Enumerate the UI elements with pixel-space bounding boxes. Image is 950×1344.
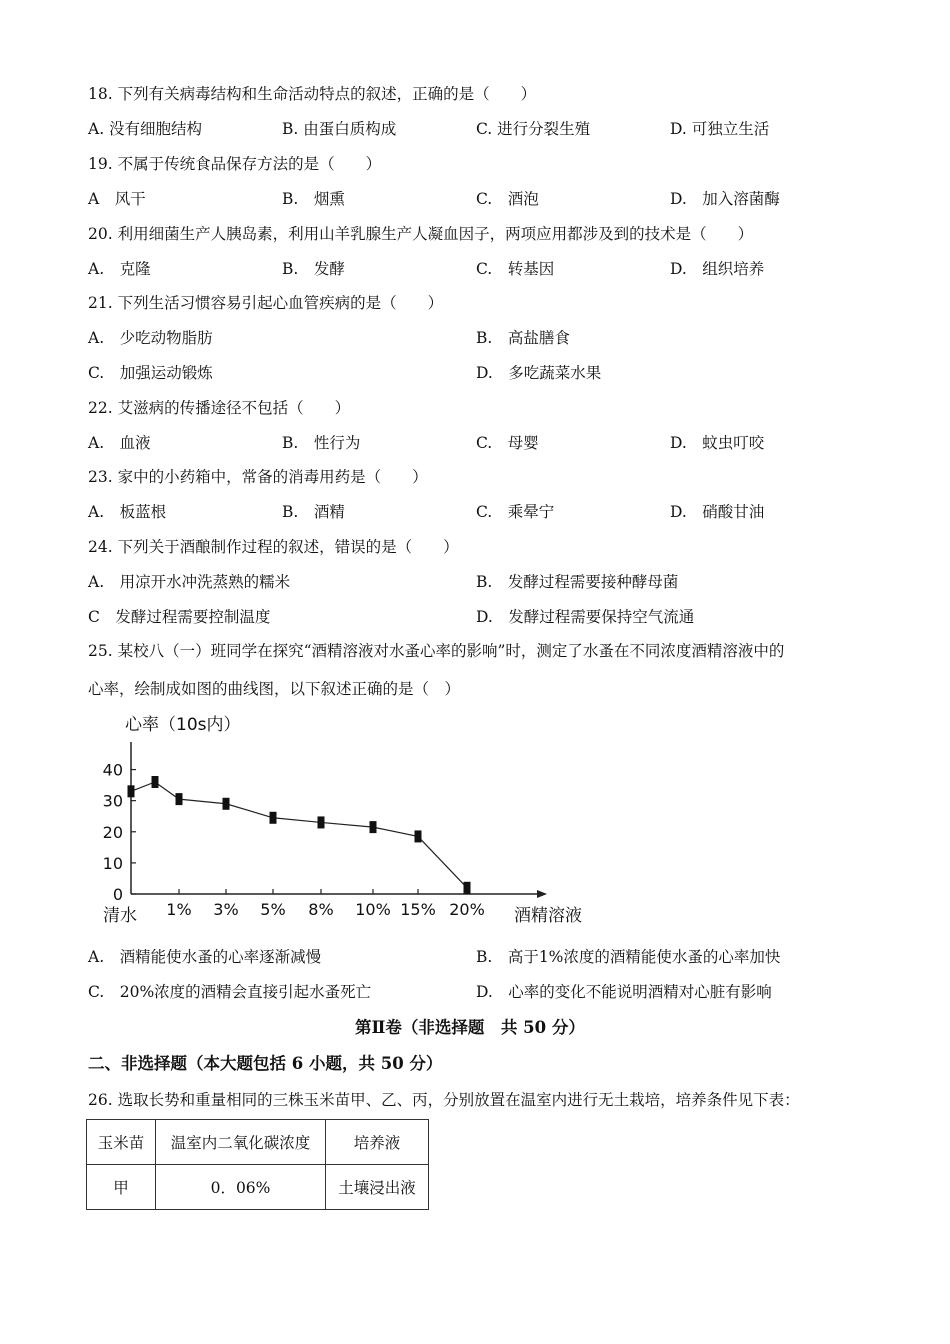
q25-option-a: A. 酒精能使水蚤的心率逐渐减慢 <box>88 948 322 966</box>
chart-origin-label: 清水 <box>103 906 137 926</box>
data-point <box>223 798 230 810</box>
q23-option-c: C. 乘晕宁 <box>476 503 555 521</box>
x-tick-label: 15% <box>400 900 436 919</box>
y-tick-label: 40 <box>102 760 123 780</box>
data-point <box>370 821 377 833</box>
q18-stem: 18. 下列有关病毒结构和生命活动特点的叙述，正确的是（ ） <box>88 85 537 103</box>
q23-option-a: A. 板蓝根 <box>88 503 167 521</box>
q21-option-c: C. 加强运动锻炼 <box>88 364 213 382</box>
x-tick-label: 10% <box>355 900 391 919</box>
q20-stem: 20. 利用细菌生产人胰岛素，利用山羊乳腺生产人凝血因子，两项应用都涉及到的技术是（ ） <box>88 225 754 243</box>
q22-option-d: D. 蚊虫叮咬 <box>670 434 765 452</box>
q22-option-c: C. 母婴 <box>476 434 539 452</box>
q24-option-a: A. 用凉开水冲洗蒸熟的糯米 <box>88 573 291 591</box>
data-point <box>128 785 135 797</box>
q18-option-c: C. 进行分裂生殖 <box>476 120 591 138</box>
heart-rate-chart <box>95 708 615 933</box>
data-point <box>176 793 183 805</box>
cultivation-table <box>86 1119 429 1210</box>
y-tick-label: 30 <box>102 791 123 811</box>
chart-x-axis-label: 酒精溶液 <box>514 906 582 926</box>
q26-stem: 26. 选取长势和重量相同的三株玉米苗甲、乙、丙，分别放置在温室内进行无土栽培，培养条件见下表： <box>88 1091 800 1109</box>
q19-option-d: D. 加入溶菌酶 <box>670 190 780 208</box>
q25-option-b: B. 高于1%浓度的酒精能使水蚤的心率加快 <box>476 948 781 966</box>
q19-stem: 19. 不属于传统食品保存方法的是（ ） <box>88 155 382 173</box>
q21-option-a: A. 少吃动物脂肪 <box>88 329 213 347</box>
q21-option-d: D. 多吃蔬菜水果 <box>476 364 602 382</box>
q20-option-a: A. 克隆 <box>88 260 151 278</box>
table-header-cell: 培养液 <box>326 1120 429 1165</box>
q19-option-a: A 风干 <box>88 190 146 208</box>
q20-option-c: C. 转基因 <box>476 260 555 278</box>
volume-title: 第Ⅱ卷（非选择题 共 50 分） <box>355 1018 585 1037</box>
q24-option-d: D. 发酵过程需要保持空气流通 <box>476 608 695 626</box>
y-tick-label: 20 <box>102 822 123 842</box>
data-point <box>152 776 159 788</box>
q18-option-a: A. 没有细胞结构 <box>88 120 203 138</box>
y-tick-label: 10 <box>102 853 123 873</box>
q22-option-a: A. 血液 <box>88 434 151 452</box>
data-point <box>464 882 471 894</box>
q23-option-b: B. 酒精 <box>282 503 345 521</box>
q25-stem: 25. 某校八（一）班同学在探究“酒精溶液对水蚤心率的影响”时，测定了水蚤在不同浓度酒精溶液中的 <box>88 642 785 660</box>
x-tick-label: 3% <box>213 900 239 919</box>
x-tick-label: 5% <box>260 900 286 919</box>
chart-y-axis-label: 心率（10s内） <box>125 715 241 735</box>
q18-option-d: D. 可独立生活 <box>670 120 770 138</box>
table-header-cell: 温室内二氧化碳浓度 <box>156 1120 326 1165</box>
y-tick-label: 0 <box>112 885 123 904</box>
table-cell: 0．06% <box>156 1165 326 1210</box>
table-header-cell: 玉米苗 <box>87 1120 156 1165</box>
q24-option-b: B. 发酵过程需要接种酵母菌 <box>476 573 679 591</box>
data-point <box>318 816 325 828</box>
table-header-row <box>87 1120 429 1165</box>
q24-option-c: C 发酵过程需要控制温度 <box>88 608 271 626</box>
q21-stem: 21. 下列生活习惯容易引起心血管疾病的是（ ） <box>88 294 444 312</box>
q19-option-b: B. 烟熏 <box>282 190 345 208</box>
q18-option-b: B. 由蛋白质构成 <box>282 120 397 138</box>
part-title: 二、非选择题（本大题包括 6 小题，共 50 分） <box>88 1054 443 1073</box>
q24-stem: 24. 下列关于酒酿制作过程的叙述，错误的是（ ） <box>88 538 459 556</box>
q19-option-c: C. 酒泡 <box>476 190 539 208</box>
q23-stem: 23. 家中的小药箱中，常备的消毒用药是（ ） <box>88 468 428 486</box>
q25-option-d: D. 心率的变化不能说明酒精对心脏有影响 <box>476 983 772 1001</box>
data-point <box>415 830 422 842</box>
table-row <box>87 1165 429 1210</box>
x-tick-label: 1% <box>166 900 192 919</box>
data-point <box>270 812 277 824</box>
q25-stem-continued: 心率，绘制成如图的曲线图，以下叙述正确的是（ ） <box>88 680 461 698</box>
q22-option-b: B. 性行为 <box>282 434 361 452</box>
q20-option-d: D. 组织培养 <box>670 260 765 278</box>
table-cell: 土壤浸出液 <box>326 1165 429 1210</box>
x-tick-label: 8% <box>308 900 334 919</box>
x-tick-label: 20% <box>449 900 485 919</box>
q25-option-c: C. 20%浓度的酒精会直接引起水蚤死亡 <box>88 983 372 1001</box>
q21-option-b: B. 高盐膳食 <box>476 329 570 347</box>
x-axis-arrow <box>537 890 547 898</box>
q22-stem: 22. 艾滋病的传播途径不包括（ ） <box>88 399 351 417</box>
q20-option-b: B. 发酵 <box>282 260 345 278</box>
q23-option-d: D. 硝酸甘油 <box>670 503 765 521</box>
table-cell: 甲 <box>87 1165 156 1210</box>
